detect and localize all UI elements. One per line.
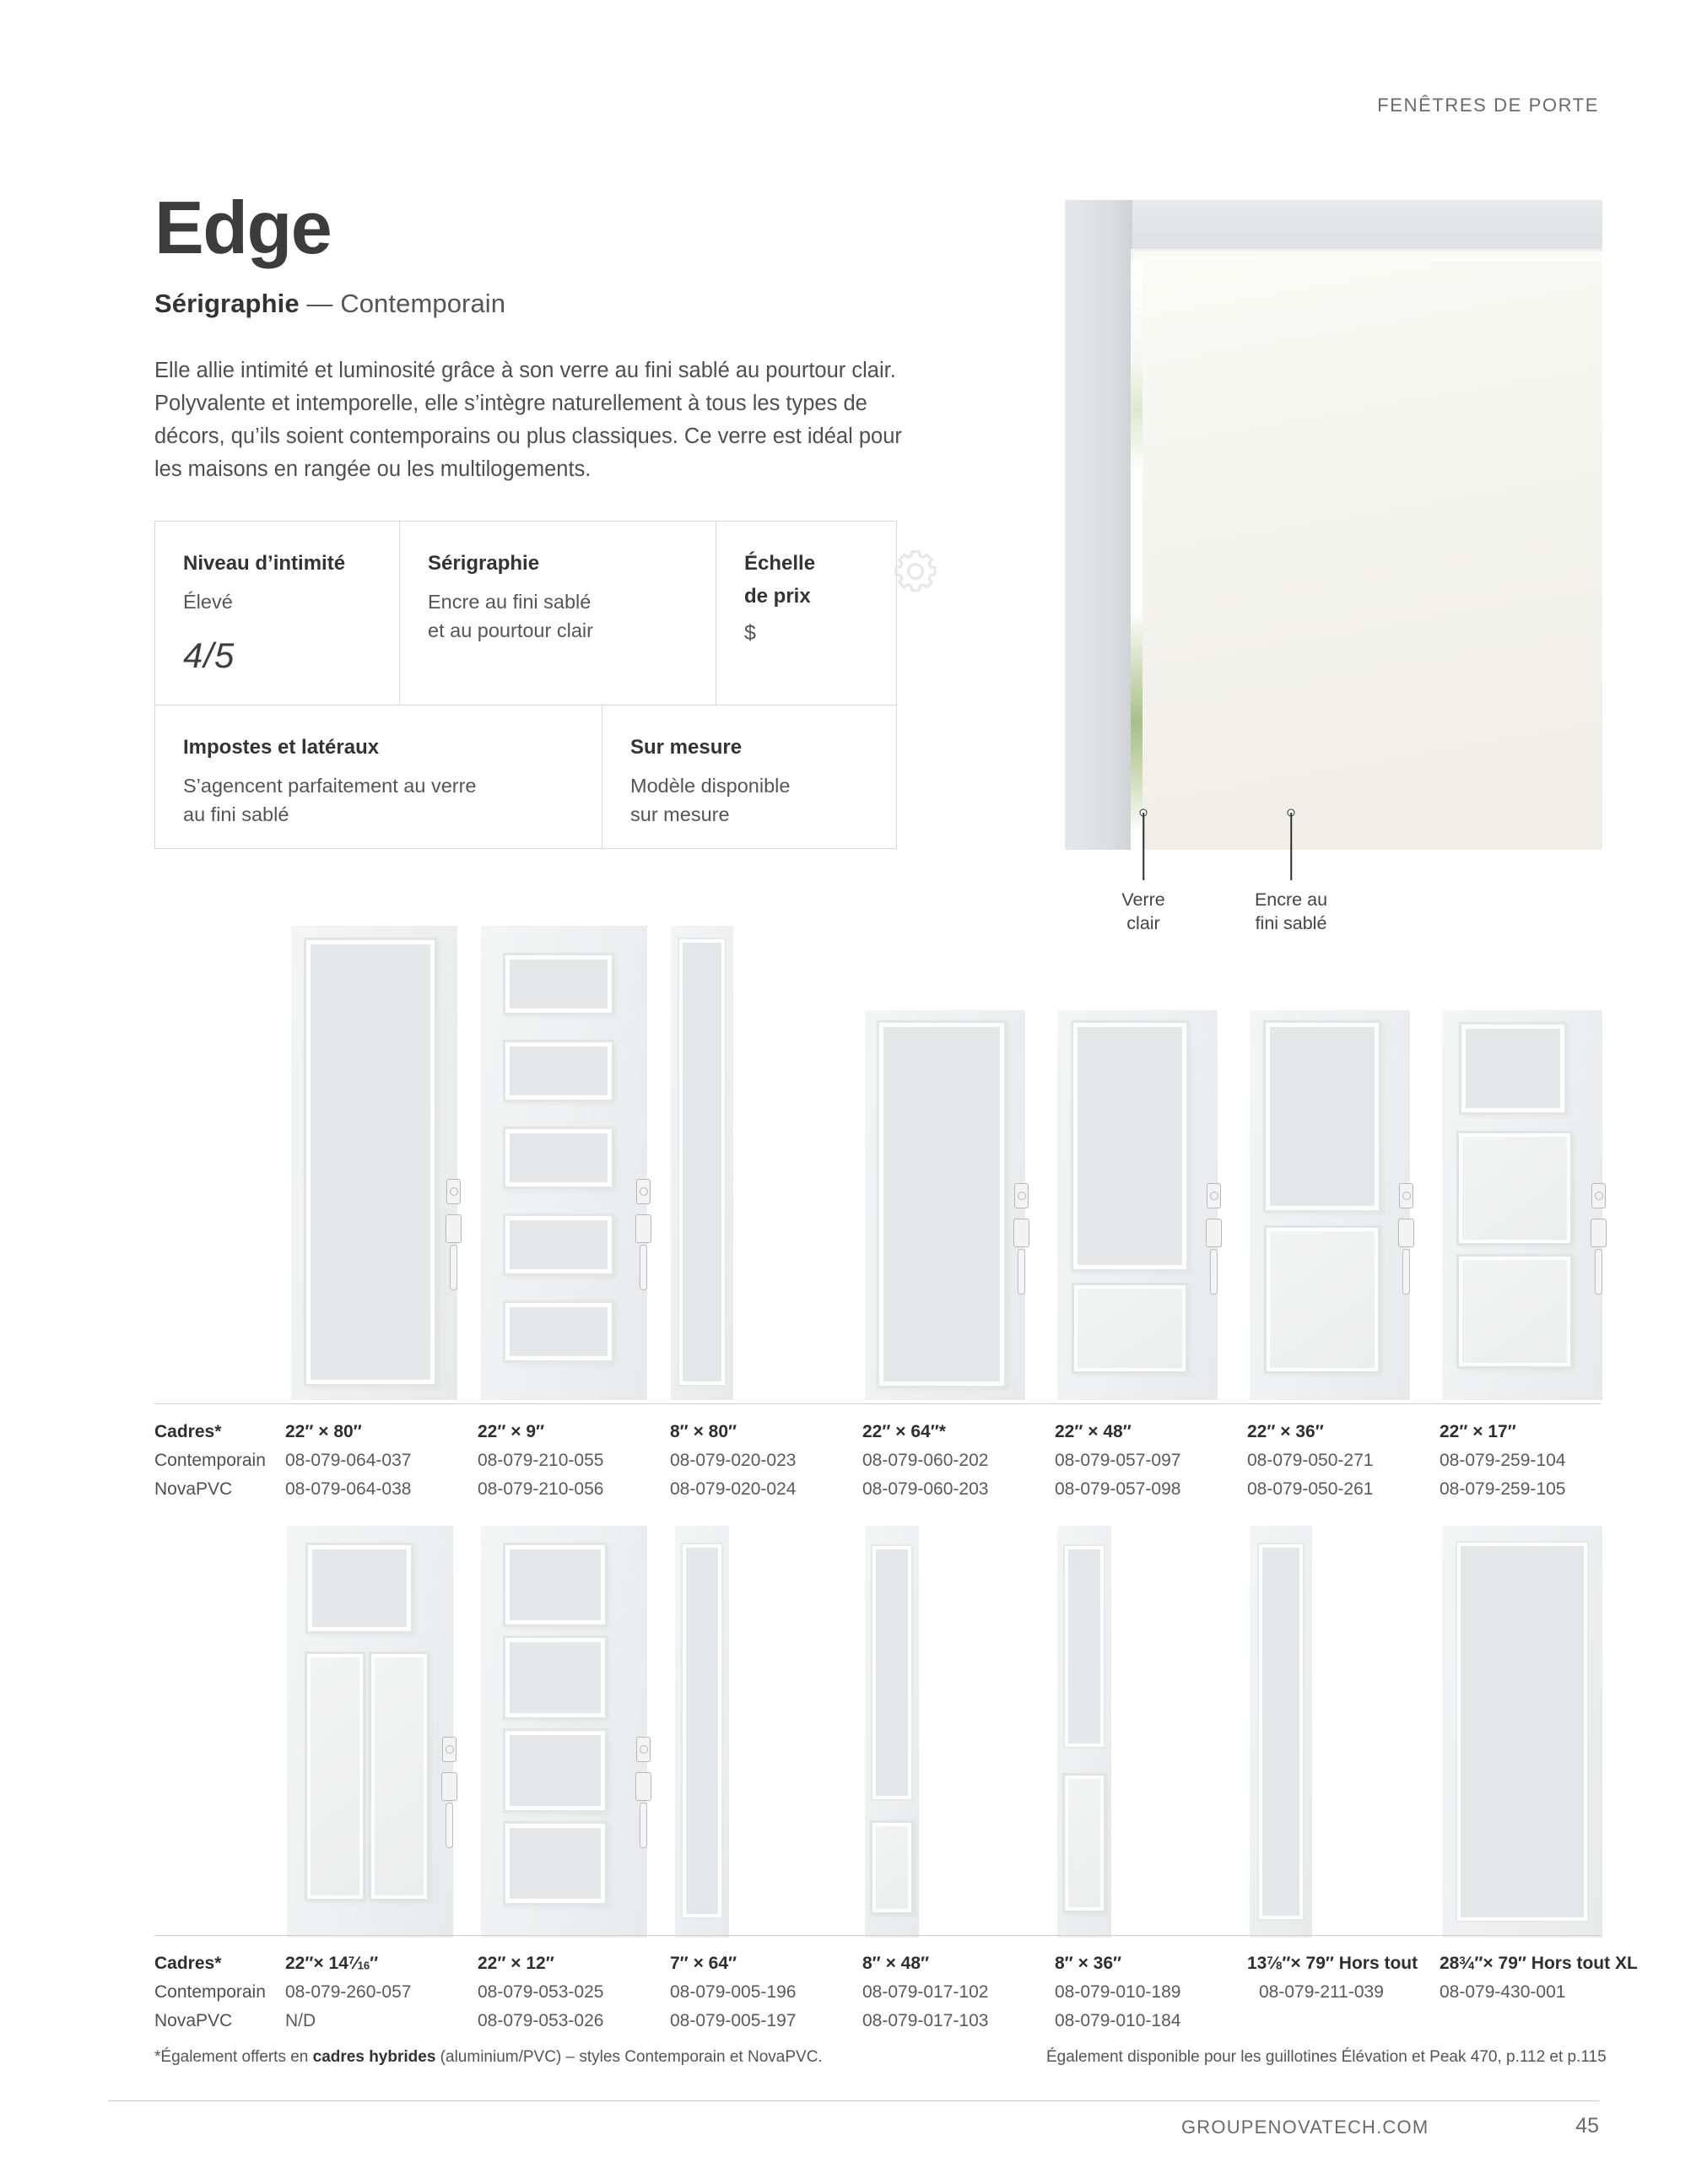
door-lite: [1078, 1027, 1182, 1265]
row-label-novapvc: NovaPVC: [154, 1479, 233, 1500]
column-dimension: 22″ × 9″: [478, 1422, 545, 1441]
code-novapvc: 08-079-210-056: [478, 1479, 604, 1500]
spec-value-serigraphy-line2: et au pourtour clair: [428, 619, 593, 641]
specifications-table: [154, 521, 897, 849]
door-lite: [510, 1549, 601, 1620]
handle-plate-icon: [1206, 1219, 1222, 1247]
table-column: [670, 1418, 862, 1504]
door-lite: [1270, 1027, 1375, 1206]
product-code-table-2: [154, 1935, 1638, 2035]
callout-label-verre: [1121, 889, 1164, 935]
door-lite: [510, 1307, 608, 1356]
table-body: [154, 1418, 1601, 1504]
deadbolt-icon: [636, 1737, 651, 1762]
row-label-contemporain: Contemporain: [154, 1982, 266, 2003]
code-contemporain: 08-079-060-202: [862, 1451, 989, 1471]
product-description: Elle allie intimité et luminosité grâce à son verre au fini sablé au pourtour clair. Polyvalente et intemporelle, elle s’intègre naturellement à tous les types de décors, qu’ils soient contemporains ou plus classiques. Ce verre est idéal pour les maisons en rangée ou les multilogements.: [154, 358, 902, 481]
door-lite: [883, 1027, 1000, 1381]
spec-value-custom-line1: Modèle disponible: [630, 775, 791, 797]
footnote-left: [154, 2048, 823, 2067]
door-lite: [1466, 1029, 1560, 1108]
deadbolt-icon: [1207, 1183, 1221, 1208]
hero-photo: [1065, 200, 1602, 850]
deadbolt-icon: [446, 1179, 461, 1204]
column-dimension: 22″ × 12″: [478, 1954, 554, 1973]
spec-row-2: [154, 705, 897, 849]
code-contemporain: 08-079-210-055: [478, 1451, 604, 1471]
door-thumb-22x17[interactable]: [1442, 1010, 1602, 1400]
table-column: [1055, 1418, 1247, 1504]
code-novapvc: 08-079-259-105: [1440, 1479, 1566, 1500]
door-lite: [510, 1133, 608, 1182]
code-contemporain: 08-079-017-102: [862, 1982, 989, 2003]
column-dimension: $22''\times 14^7⁄_{16}''$: [285, 1954, 379, 1973]
callout-stem: [1290, 813, 1292, 880]
column-dimension: 22″ × 80″: [285, 1422, 362, 1441]
table-column: [1440, 1418, 1608, 1504]
privacy-rating: 4/5: [183, 635, 235, 675]
deadbolt-icon: [636, 1179, 651, 1204]
deadbolt-icon: [1014, 1183, 1029, 1208]
door-lite: [1068, 1549, 1100, 1743]
spec-value-transoms-line2: au fini sablé: [183, 803, 289, 825]
column-dimension: 22″ × 17″: [1440, 1422, 1516, 1441]
door-lever-icon: [640, 1803, 647, 1848]
door-thumb-22x36[interactable]: [1250, 1010, 1410, 1400]
code-contemporain: 08-079-057-097: [1055, 1451, 1181, 1471]
door-lever-icon: [1210, 1249, 1218, 1295]
spec-cell-transoms: [154, 705, 602, 849]
door-thumb-28x79-hors-tout-xl[interactable]: [1442, 1526, 1602, 1938]
callout-verre-line1: Verre: [1121, 889, 1165, 910]
code-novapvc: 08-079-017-103: [862, 2011, 989, 2031]
column-dimension: 8″ × 36″: [1055, 1954, 1122, 1973]
gear-icon: [891, 547, 940, 596]
code-novapvc: 08-079-010-184: [1055, 2011, 1181, 2031]
code-novapvc: 08-079-053-026: [478, 2011, 604, 2031]
door-thumb-22x48[interactable]: [1057, 1010, 1218, 1400]
door-lever-icon: [450, 1245, 457, 1290]
column-dimension: 8″ × 48″: [862, 1954, 930, 1973]
table-row-labels: [154, 1418, 285, 1504]
spec-heading-transoms: Impostes et latéraux: [183, 736, 380, 759]
door-lever-icon: [1595, 1249, 1602, 1295]
door-lite: [510, 1220, 608, 1269]
callout-encre-line1: Encre au: [1254, 889, 1328, 910]
door-panel: [1270, 1231, 1375, 1368]
product-code-table-1: [154, 1403, 1601, 1504]
page-title: Edge: [154, 186, 332, 269]
door-lite: [510, 1046, 608, 1095]
table-column: [1247, 1949, 1440, 2035]
callout-encre-fini-sable: [1240, 813, 1342, 933]
door-lite: [1262, 1548, 1299, 1916]
deadbolt-icon: [1399, 1183, 1413, 1208]
door-lever-icon: [1402, 1249, 1410, 1295]
code-contemporain: 08-079-430-001: [1440, 1982, 1566, 2003]
column-dimension: 7″ × 64″: [670, 1954, 737, 1973]
running-head: FENÊTRES DE PORTE: [1377, 95, 1599, 116]
footer-divider: [108, 2100, 1599, 2101]
hero-sandblasted-glass: [1143, 261, 1602, 850]
callout-encre-line2: fini sablé: [1255, 912, 1327, 933]
door-panel: [876, 1826, 908, 1909]
footnote-right: Également disponible pour les guillotines Élévation et Peak 470, p.112 et p.115: [1046, 2048, 1607, 2066]
spec-value-transoms-line1: S’agencent parfaitement au verre: [183, 775, 477, 797]
price-scale-value: $: [744, 621, 756, 646]
door-thumb-7x64[interactable]: [675, 1526, 729, 1938]
door-lite: [1461, 1546, 1584, 1917]
row-label-novapvc: NovaPVC: [154, 2011, 233, 2031]
spec-cell-privacy: [154, 522, 399, 705]
spec-heading-custom: Sur mesure: [630, 736, 743, 759]
code-contemporain: 08-079-005-196: [670, 1982, 797, 2003]
door-thumb-22x9[interactable]: [481, 926, 647, 1400]
table-column: [862, 1418, 1055, 1504]
door-thumb-22x12[interactable]: [481, 1526, 647, 1938]
table-column: [1247, 1418, 1440, 1504]
door-thumb-22x80[interactable]: [291, 926, 457, 1400]
footnote-left-post: (aluminium/PVC) – styles Contemporain et NovaPVC.: [435, 2048, 823, 2066]
spec-heading-serigraphy: Sérigraphie: [428, 552, 540, 575]
table-rule: [154, 1403, 1601, 1404]
door-lever-icon: [446, 1803, 453, 1848]
table-body: [154, 1949, 1638, 2035]
table-column: [1055, 1949, 1247, 2035]
callout-verre-line2: clair: [1126, 912, 1160, 933]
door-panel: [1068, 1779, 1100, 1907]
code-contemporain: 08-079-050-271: [1247, 1451, 1374, 1471]
column-dimension: 22″ × 48″: [1055, 1422, 1132, 1441]
column-dimension: 22″ × 64″*: [862, 1422, 946, 1441]
subtitle-dash: —: [306, 288, 333, 318]
door-thumb-8x80[interactable]: [671, 926, 733, 1400]
table-column: [1440, 1949, 1659, 2035]
hero-lintel: [1065, 200, 1602, 251]
spec-cell-serigraphy: [399, 522, 716, 705]
door-lite: [683, 943, 721, 1381]
door-panel: [1078, 1289, 1182, 1368]
code-contemporain: 08-079-064-037: [285, 1451, 412, 1471]
code-novapvc: 08-079-050-261: [1247, 1479, 1374, 1500]
callout-stem: [1143, 813, 1144, 880]
column-dimension: $13^7⁄_8''\times 79''$ Hors tout: [1247, 1954, 1418, 1973]
code-contemporain: 08-079-010-189: [1055, 1982, 1181, 2003]
door-lever-icon: [1018, 1249, 1025, 1295]
door-lite: [876, 1549, 908, 1796]
code-contemporain: 08-079-053-025: [478, 1982, 604, 2003]
callout-label-encre: [1255, 889, 1327, 935]
handle-plate-icon: [1013, 1219, 1029, 1247]
footer-page-number: 45: [1575, 2114, 1599, 2138]
spec-cell-custom: [602, 705, 897, 849]
subtitle-category: Sérigraphie: [154, 288, 300, 318]
spec-heading-price-line2: de prix: [744, 585, 811, 608]
table-column: [670, 1949, 862, 2035]
door-thumb-22x14[interactable]: [287, 1526, 453, 1938]
handle-plate-icon: [1398, 1219, 1414, 1247]
product-subtitle: [154, 289, 905, 319]
deadbolt-icon: [442, 1737, 456, 1762]
door-lite: [312, 1549, 407, 1627]
door-panel: [1462, 1137, 1567, 1240]
column-dimension: 8″ × 80″: [670, 1422, 737, 1441]
column-dimension: $28^3⁄_4''\times 79''$ Hors tout XL: [1440, 1954, 1638, 1973]
door-lite: [686, 1548, 718, 1914]
door-lite: [510, 960, 608, 1008]
door-panel: [375, 1657, 424, 1895]
code-novapvc: 08-079-060-203: [862, 1479, 989, 1500]
table-row-labels: [154, 1949, 285, 2035]
subtitle-style: Contemporain: [340, 288, 506, 318]
handle-plate-icon: [635, 1214, 651, 1243]
footnote-left-bold: cadres hybrides: [312, 2048, 436, 2066]
spec-value-privacy: Élevé: [183, 591, 233, 614]
door-lever-icon: [640, 1245, 647, 1290]
footer-website-url: GROUPENOVATECH.COM: [1181, 2116, 1429, 2138]
door-thumb-8x48[interactable]: [865, 1526, 919, 1938]
door-panel: [311, 1657, 359, 1895]
door-thumb-22x64[interactable]: [865, 1010, 1025, 1400]
door-thumb-8x36[interactable]: [1057, 1526, 1111, 1938]
door-lite: [510, 1735, 601, 1806]
table-column: [478, 1949, 670, 2035]
spec-heading-privacy: Niveau d’intimité: [183, 552, 346, 575]
spec-value-serigraphy-line1: Encre au fini sablé: [428, 591, 592, 614]
row-label-contemporain: Contemporain: [154, 1451, 266, 1471]
column-dimension: 22″ × 36″: [1247, 1422, 1324, 1441]
footnote-left-pre: *Également offerts en: [154, 2048, 313, 2066]
code-contemporain: 08-079-259-104: [1440, 1451, 1566, 1471]
code-novapvc: N/D: [285, 2011, 316, 2031]
code-contemporain: 08-079-211-039: [1259, 1982, 1384, 2003]
code-novapvc: 08-079-057-098: [1055, 1479, 1181, 1500]
code-novapvc: 08-079-064-038: [285, 1479, 412, 1500]
handle-plate-icon: [1591, 1219, 1607, 1247]
row-label-cadres: Cadres*: [154, 1954, 222, 1973]
callout-verre-clair: [1105, 813, 1181, 933]
spec-value-custom-line2: sur mesure: [630, 803, 730, 825]
table-column: [478, 1418, 670, 1504]
table-column: [862, 1949, 1055, 2035]
spec-cell-price: [716, 522, 897, 705]
table-column: [285, 1418, 478, 1504]
deadbolt-icon: [1591, 1183, 1606, 1208]
spec-heading-price-line1: Échelle: [744, 552, 816, 575]
door-panel: [1462, 1260, 1567, 1363]
door-lite: [311, 944, 430, 1380]
row-label-cadres: Cadres*: [154, 1422, 222, 1441]
table-column: [285, 1949, 478, 2035]
code-novapvc: 08-079-005-197: [670, 2011, 797, 2031]
table-rule: [154, 1935, 1601, 1936]
hero-jamb: [1065, 200, 1132, 850]
spec-row-1: [154, 522, 897, 705]
code-contemporain: 08-079-020-023: [670, 1451, 797, 1471]
door-thumb-13x79-hors-tout[interactable]: [1250, 1526, 1312, 1938]
code-contemporain: 08-079-260-057: [285, 1982, 412, 2003]
handle-plate-icon: [441, 1772, 457, 1801]
door-lite: [510, 1828, 601, 1899]
code-novapvc: 08-079-020-024: [670, 1479, 797, 1500]
handle-plate-icon: [635, 1772, 651, 1801]
intro-column: [154, 186, 905, 486]
door-lite: [510, 1642, 601, 1713]
handle-plate-icon: [446, 1214, 462, 1243]
